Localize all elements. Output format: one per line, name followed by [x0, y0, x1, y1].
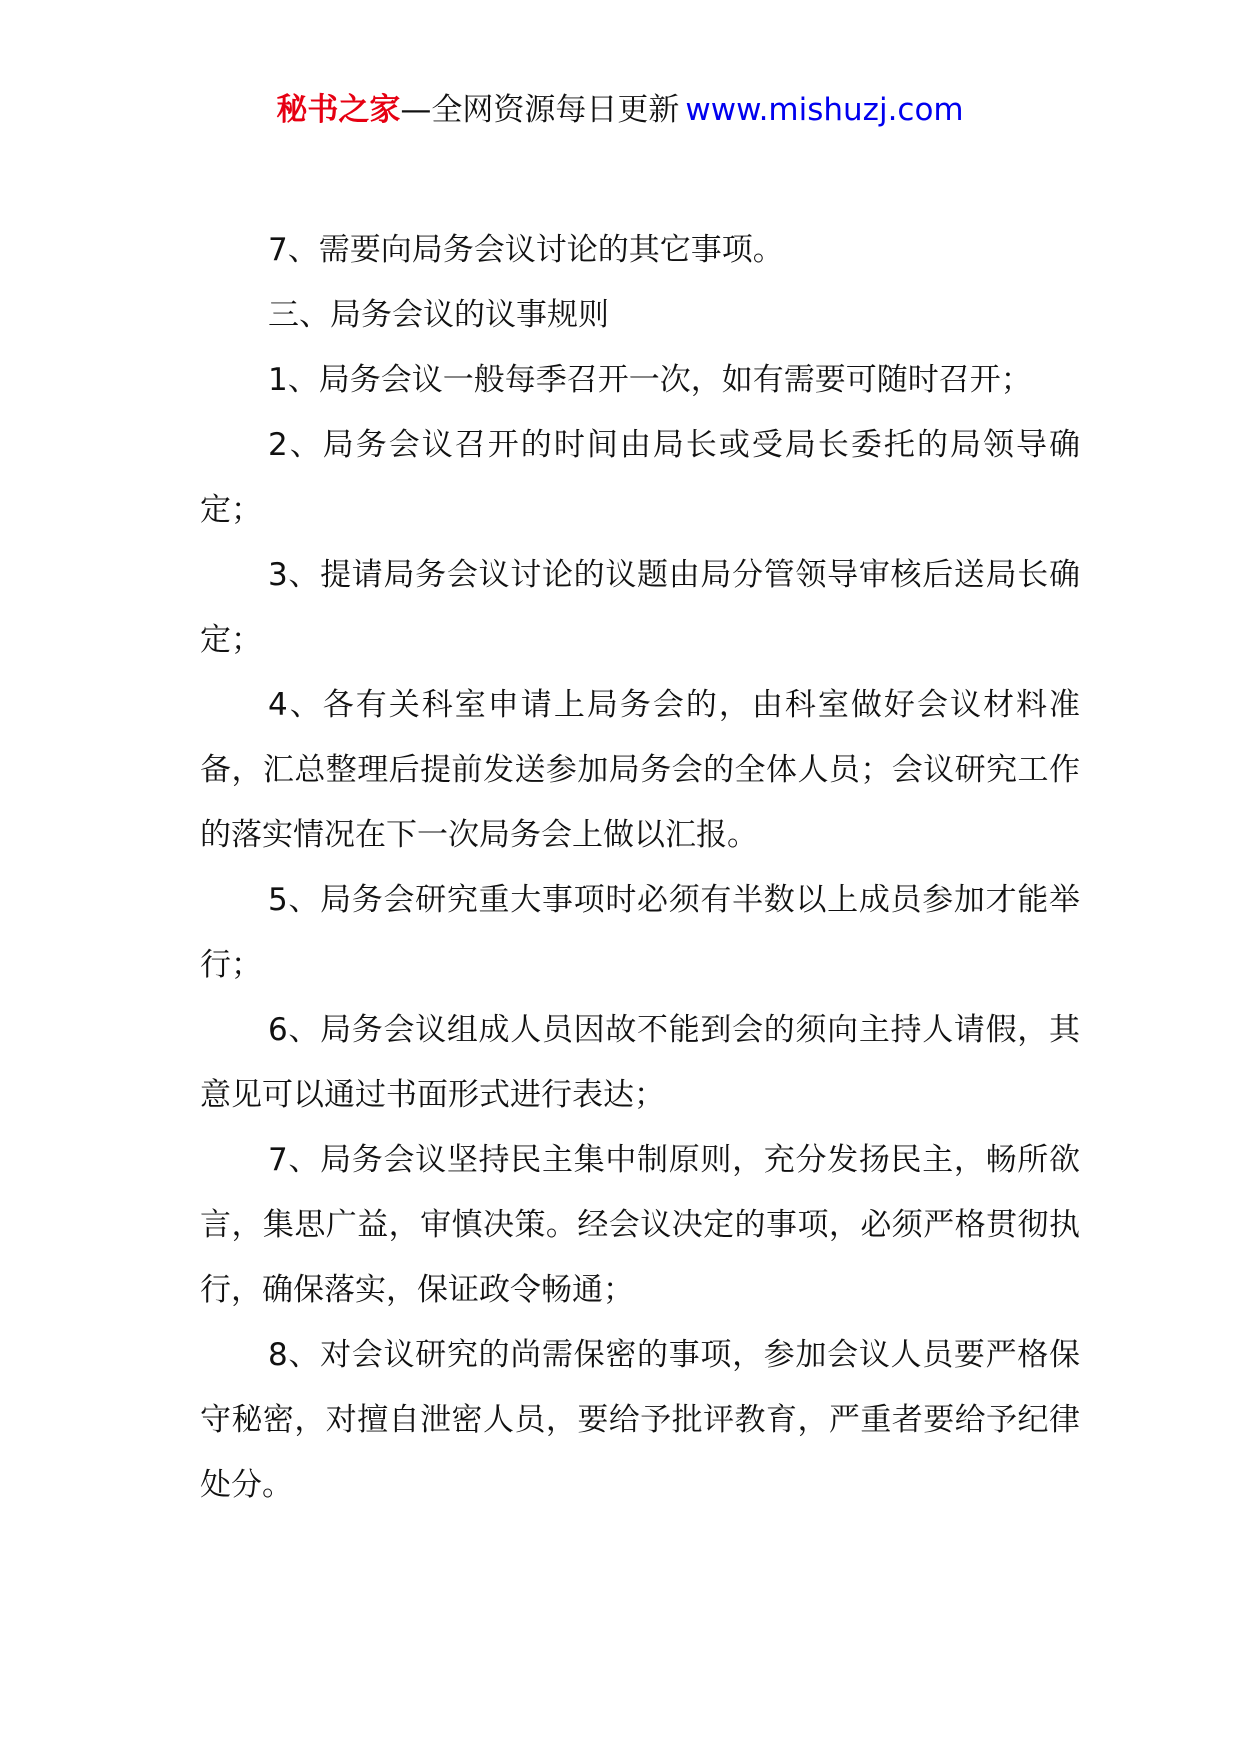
rule-8: 8、对会议研究的尚需保密的事项，参加会议人员要严格保守秘密，对擅自泄密人员，要给予批评教育，严重者要给予纪律处分。: [200, 1337, 1080, 1503]
brand-name: 秘书之家: [276, 92, 401, 128]
rule-3: 3、提请局务会议讨论的议题由局分管领导审核后送局长确定；: [200, 557, 1080, 658]
document-body: [200, 218, 1080, 1518]
rule-7: 7、局务会议坚持民主集中制原则，充分发扬民主，畅所欲言，集思广益，审慎决策。经会议决定的事项，必须严格贯彻执行，确保落实，保证政令畅通；: [200, 1142, 1080, 1308]
rule-1: 1、局务会议一般每季召开一次，如有需要可随时召开；: [268, 362, 1032, 398]
site-url-link[interactable]: www.mishuzj.com: [685, 92, 964, 128]
rule-2: 2、局务会议召开的时间由局长或受局长委托的局领导确定；: [200, 427, 1080, 528]
rule-4: 4、各有关科室申请上局务会的，由科室做好会议材料准备，汇总整理后提前发送参加局务会的全体人员；会议研究工作的落实情况在下一次局务会上做以汇报。: [200, 687, 1080, 853]
rule-6: 6、局务会议组成人员因故不能到会的须向主持人请假，其意见可以通过书面形式进行表达；: [200, 1012, 1080, 1113]
section-heading-rules: 三、局务会议的议事规则: [268, 297, 609, 333]
header-tagline: —全网资源每日更新: [400, 92, 680, 128]
page-header: [0, 88, 1240, 132]
rule-5: 5、局务会研究重大事项时必须有半数以上成员参加才能举行；: [200, 882, 1080, 983]
paragraph-item-7-other-matters: 7、需要向局务会议讨论的其它事项。: [268, 232, 784, 268]
